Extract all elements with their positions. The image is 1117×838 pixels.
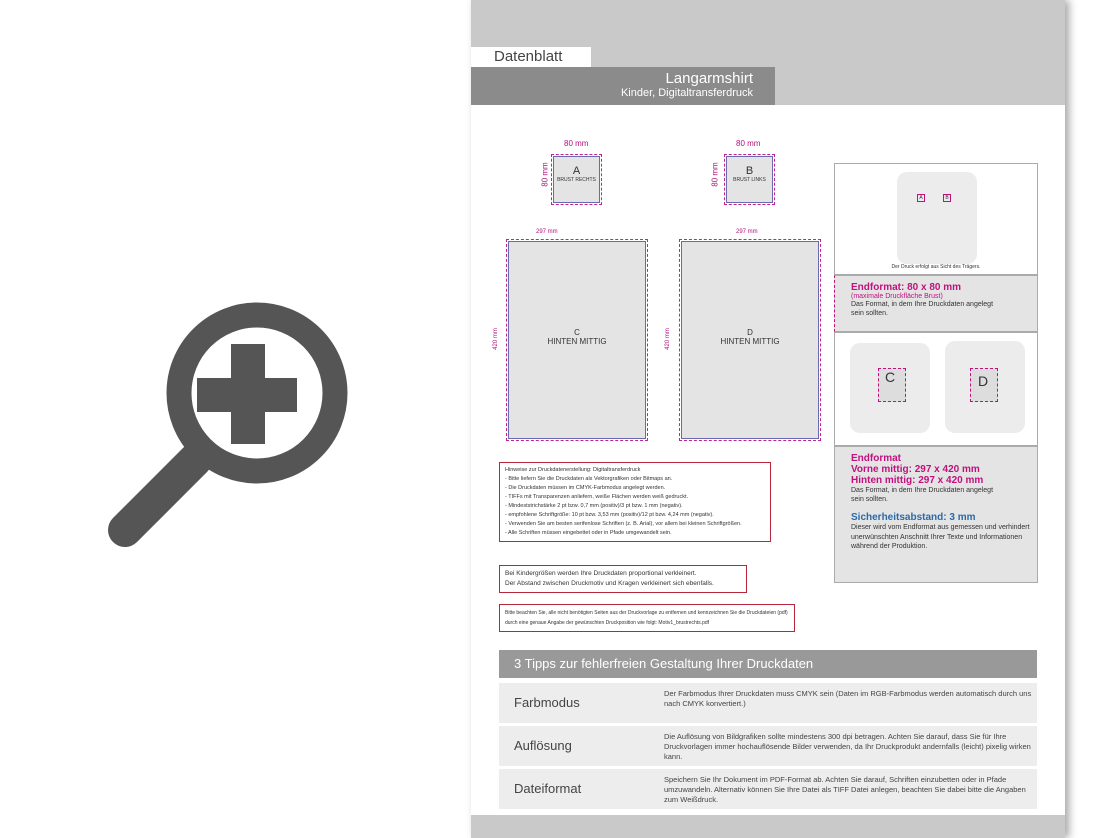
note-line: Der Abstand zwischen Druckmotiv und Kragen verkleinert sich ebenfalls.: [505, 580, 714, 587]
title-bar: [471, 67, 775, 105]
tips-heading: 3 Tipps zur fehlerfreien Gestaltung Ihrer Druckdaten: [499, 650, 1037, 678]
footer-band: [471, 815, 1065, 838]
note-line: Bei Kindergrößen werden Ihre Druckdaten proportional verkleinert.: [505, 570, 697, 577]
tip-row: [499, 683, 1037, 723]
note-item: - Verwenden Sie am besten serifenlose Schriften (z. B. Arial), vor allem bei kleinen Schriftgrößen.: [505, 521, 742, 527]
product-title: Langarmshirt: [665, 70, 753, 87]
endformat-chest-desc: Das Format, in dem Ihre Druckdaten angelegt sein sollten.: [851, 301, 994, 317]
safety-title: Sicherheitsabstand: 3 mm: [851, 512, 976, 523]
mark-b: B: [943, 194, 951, 202]
print-area-d: [681, 241, 819, 439]
note-item: - Alle Schriften müssen eingebettet oder in Pfade umgewandelt sein.: [505, 530, 672, 536]
datasheet-tab: Datenblatt: [471, 47, 591, 67]
chest-position-panel: [834, 163, 1038, 275]
height-label-b: 80 mm: [710, 162, 720, 187]
wearer-view-caption: Der Druck erfolgt aus Sicht des Trägers.: [891, 264, 981, 270]
endformat-desc: Das Format, in dem Ihre Druckdaten angelegt sein sollten.: [851, 487, 994, 503]
print-area-c: [508, 241, 646, 439]
tip-key: Auflösung: [514, 738, 572, 753]
note-item: - Die Druckdaten müssen im CMYK-Farbmodus angelegt werden.: [505, 485, 666, 491]
height-label-a: 80 mm: [540, 162, 550, 187]
tip-row: [499, 726, 1037, 766]
print-area-b: [726, 156, 773, 203]
note-item: - TIFFs mit Transparenzen anliefern, weiße Flächen werden weiß gedruckt.: [505, 494, 689, 500]
width-label-c: 297 mm: [536, 229, 558, 235]
tip-row: [499, 769, 1037, 809]
area-label: HINTEN MITTIG: [547, 337, 607, 346]
area-letter: B: [745, 165, 754, 177]
endformat-title: Endformat: [851, 453, 901, 464]
endformat-chest: [834, 275, 1038, 332]
area-label: HINTEN MITTIG: [720, 337, 780, 346]
note-item: - Bitte liefern Sie die Druckdaten als Vektorgrafiken oder Bitmaps an.: [505, 476, 673, 482]
area-label: BRUST LINKS: [733, 177, 766, 183]
mark-c: C: [878, 368, 906, 402]
height-label-d: 420 mm: [664, 328, 671, 350]
width-label-d: 297 mm: [736, 229, 758, 235]
width-label-b: 80 mm: [736, 139, 761, 148]
area-letter: C: [574, 328, 580, 337]
tip-value: Speichern Sie Ihr Dokument im PDF-Format ab. Achten Sie darauf, Schriften einzubetten oder in Pfade umzuwandeln. Alternativ können Sie Ihre Datei als TIFF Datei anlegen, beachten Sie dabei bitte die Angaben zum Weißdruck.: [664, 775, 1026, 804]
tip-value: Der Farbmodus Ihrer Druckdaten muss CMYK sein (Daten im RGB-Farbmodus werden automatisch durch uns nach CMYK konvertiert.): [664, 689, 1032, 708]
endformat-chest-title: Endformat: 80 x 80 mm: [851, 282, 962, 293]
zoom-in-magnifier-icon[interactable]: [100, 290, 370, 560]
note-item: - empfohlene Schriftgröße: 10 pt bzw. 3,53 mm (positiv)/12 pt bzw. 4,24 mm (negativ).: [505, 512, 714, 518]
endformat-back: Hinten mittig: 297 x 420 mm: [851, 475, 984, 486]
product-subtitle: Kinder, Digitaltransferdruck: [620, 87, 753, 99]
height-label-c: 420 mm: [492, 328, 499, 350]
mark-d: D: [970, 368, 998, 402]
print-data-notes: [499, 462, 771, 542]
area-letter: D: [747, 328, 753, 337]
back-position-panel: [834, 332, 1038, 446]
mark-a: A: [917, 194, 925, 202]
endformat-front: Vorne mittig: 297 x 420 mm: [851, 464, 980, 475]
print-area-a: [553, 156, 600, 203]
safety-desc: Dieser wird vom Endformat aus gemessen und verhindert unerwünschten Anschnitt Ihrer Texte und Informationen während der Produktion.: [851, 524, 1030, 550]
shirt-front-image: [897, 172, 977, 264]
area-label: BRUST RECHTS: [557, 177, 596, 183]
endformat-chest-sub: (maximale Druckfläche Brust): [851, 293, 943, 300]
area-letter: A: [572, 165, 581, 177]
tip-key: Farbmodus: [514, 695, 580, 710]
kids-size-note: [499, 565, 747, 593]
tip-key: Dateiformat: [514, 781, 582, 796]
remove-pages-note: Bitte beachten Sie, alle nicht benötigten Seiten aus der Druckvorlage zu entfernen und kennzeichnen Sie die Druckdateien (pdf) durch eine genaue Angabe der gewünschten Druckposition wie folgt: Motiv1_brustrechts.pdf: [499, 604, 795, 632]
notes-title: Hinweise zur Druckdatenerstellung: Digitaltransferdruck: [505, 467, 641, 473]
endformat-panel: [834, 446, 1038, 583]
datasheet-page: [471, 0, 1065, 838]
width-label-a: 80 mm: [564, 139, 589, 148]
tip-value: Die Auflösung von Bildgrafiken sollte mindestens 300 dpi betragen. Achten Sie darauf, dass Sie für Ihre Druckvorlagen immer hochauflösende Bilder verwenden, da Ihr Druckprodukt andernfalls (leicht) pixelig wirken kann.: [664, 732, 1031, 761]
note-item: - Mindeststrichstärke 2 pt bzw. 0,7 mm (positiv)/3 pt bzw. 1 mm (negativ).: [505, 503, 683, 509]
